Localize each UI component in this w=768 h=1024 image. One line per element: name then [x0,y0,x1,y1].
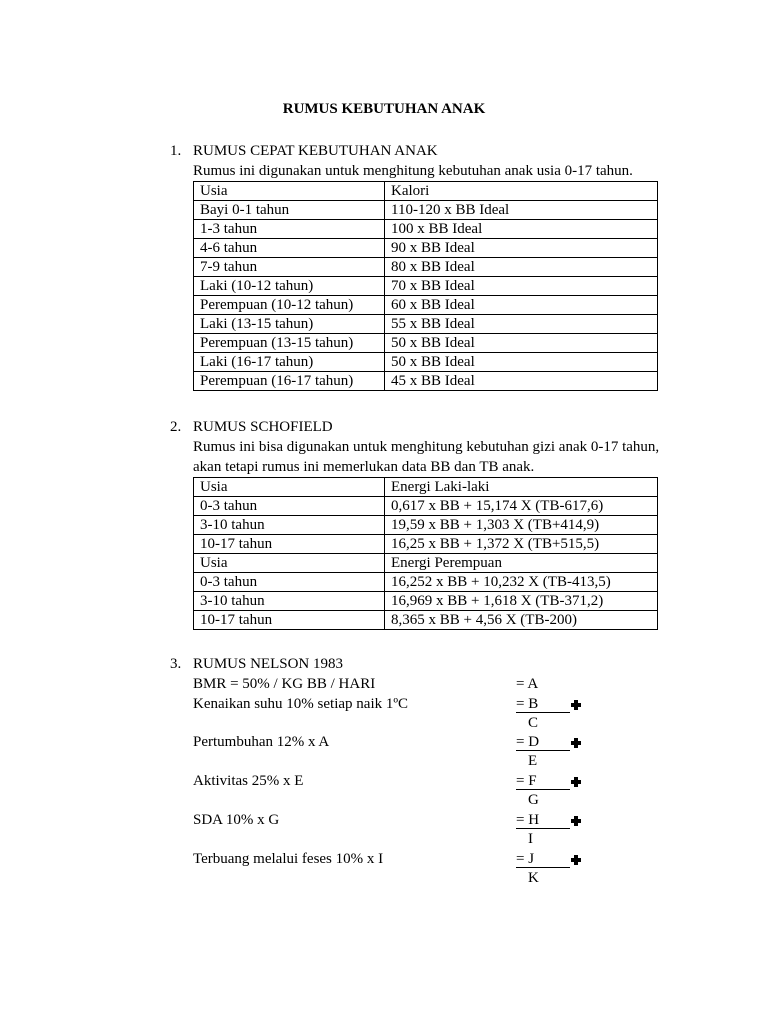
table-row [194,315,658,334]
table-row [194,353,658,372]
table-cell-age: 7-9 tahun [194,258,385,277]
table-cell-age: Usia [194,478,385,497]
table-row [194,611,658,630]
table-cell-formula: 70 x BB Ideal [385,277,658,296]
section-title: RUMUS NELSON 1983 [193,656,344,672]
table-row [194,478,658,497]
sum-line [516,789,570,790]
table-row [194,535,658,554]
table-cell-formula: 50 x BB Ideal [385,353,658,372]
calorie-table [193,181,658,391]
table-cell-formula: Energi Laki-laki [385,478,658,497]
plus-icon [571,738,581,748]
sum-line [516,867,570,868]
nelson-row-value: = F [516,773,537,789]
document-title: RUMUS KEBUTUHAN ANAK [282,101,486,117]
section-rumus-cepat [170,141,670,391]
nelson-row-sum: C [528,715,539,731]
table-cell-formula: 90 x BB Ideal [385,239,658,258]
nelson-row-value: = J [516,851,535,867]
plus-icon [571,777,581,787]
table-cell-age: 0-3 tahun [194,497,385,516]
table-cell-formula: 55 x BB Ideal [385,315,658,334]
table-cell-age: Perempuan (13-15 tahun) [194,334,385,353]
table-row [194,277,658,296]
table-row [194,296,658,315]
section-title: RUMUS CEPAT KEBUTUHAN ANAK [193,143,438,159]
section-number: 1. [170,143,182,159]
table-cell-age: Perempuan (10-12 tahun) [194,296,385,315]
nelson-row-label: SDA 10% x G [193,812,280,828]
table-cell-formula: 60 x BB Ideal [385,296,658,315]
section-number: 2. [170,419,182,435]
plus-icon [571,816,581,826]
table-cell-age: 0-3 tahun [194,573,385,592]
table-cell-formula: 45 x BB Ideal [385,372,658,391]
table-row [194,592,658,611]
table-cell-age: 1-3 tahun [194,220,385,239]
table-cell-formula: Energi Perempuan [385,554,658,573]
table-row [194,516,658,535]
table-row [194,372,658,391]
table-cell-age: Perempuan (16-17 tahun) [194,372,385,391]
nelson-row-label: Terbuang melalui feses 10% x I [193,851,384,867]
table-cell-age: Usia [194,554,385,573]
section-description: Rumus ini digunakan untuk menghitung kebutuhan anak usia 0-17 tahun. [193,163,633,179]
table-cell-formula: 19,59 x BB + 1,303 X (TB+414,9) [385,516,658,535]
table-row [194,258,658,277]
schofield-table [193,477,658,630]
nelson-row-sum: E [528,753,538,769]
section-number: 3. [170,656,182,672]
nelson-row-label: BMR = 50% / KG BB / HARI [193,676,376,692]
table-cell-age: 10-17 tahun [194,535,385,554]
plus-icon [571,855,581,865]
table-cell-age: Laki (13-15 tahun) [194,315,385,334]
table-cell-formula: 100 x BB Ideal [385,220,658,239]
table-cell-formula: Kalori [385,182,658,201]
table-cell-age: 3-10 tahun [194,592,385,611]
table-cell-formula: 8,365 x BB + 4,56 X (TB-200) [385,611,658,630]
table-row [194,220,658,239]
sum-line [516,712,570,713]
section-rumus-schofield [170,417,670,630]
nelson-row-value: = H [516,812,540,828]
section-heading [170,417,670,437]
table-cell-age: Laki (16-17 tahun) [194,353,385,372]
nelson-row-value: = A [516,676,539,692]
table-row [194,182,658,201]
table-cell-age: Bayi 0-1 tahun [194,201,385,220]
table-cell-age: 3-10 tahun [194,516,385,535]
table-row [194,497,658,516]
nelson-row-label: Pertumbuhan 12% x A [193,734,330,750]
table-row [194,554,658,573]
table-row [194,334,658,353]
table-cell-formula: 16,969 x BB + 1,618 X (TB-371,2) [385,592,658,611]
sum-line [516,828,570,829]
section-heading [170,141,670,161]
nelson-row-label: Kenaikan suhu 10% setiap naik 1ºC [193,696,409,712]
nelson-formula [170,654,590,894]
table-cell-formula: 50 x BB Ideal [385,334,658,353]
table-cell-formula: 110-120 x BB Ideal [385,201,658,220]
table-cell-formula: 0,617 x BB + 15,174 X (TB-617,6) [385,497,658,516]
plus-icon [571,700,581,710]
nelson-row-value: = B [516,696,539,712]
table-cell-formula: 80 x BB Ideal [385,258,658,277]
section-title: RUMUS SCHOFIELD [193,419,333,435]
table-row [194,201,658,220]
table-cell-age: 10-17 tahun [194,611,385,630]
nelson-row-value: = D [516,734,540,750]
table-cell-age: Usia [194,182,385,201]
nelson-row-sum: G [528,792,539,808]
nelson-row-label: Aktivitas 25% x E [193,773,304,789]
table-cell-age: Laki (10-12 tahun) [194,277,385,296]
table-row [194,239,658,258]
nelson-row-sum: I [528,831,533,847]
sum-line [516,750,570,751]
table-row [194,573,658,592]
table-cell-formula: 16,252 x BB + 10,232 X (TB-413,5) [385,573,658,592]
table-cell-formula: 16,25 x BB + 1,372 X (TB+515,5) [385,535,658,554]
section-description: Rumus ini bisa digunakan untuk menghitung kebutuhan gizi anak 0-17 tahun, akan tetapi rumus ini memerlukan data BB dan TB anak. [193,439,660,475]
nelson-row-sum: K [528,870,539,886]
table-cell-age: 4-6 tahun [194,239,385,258]
